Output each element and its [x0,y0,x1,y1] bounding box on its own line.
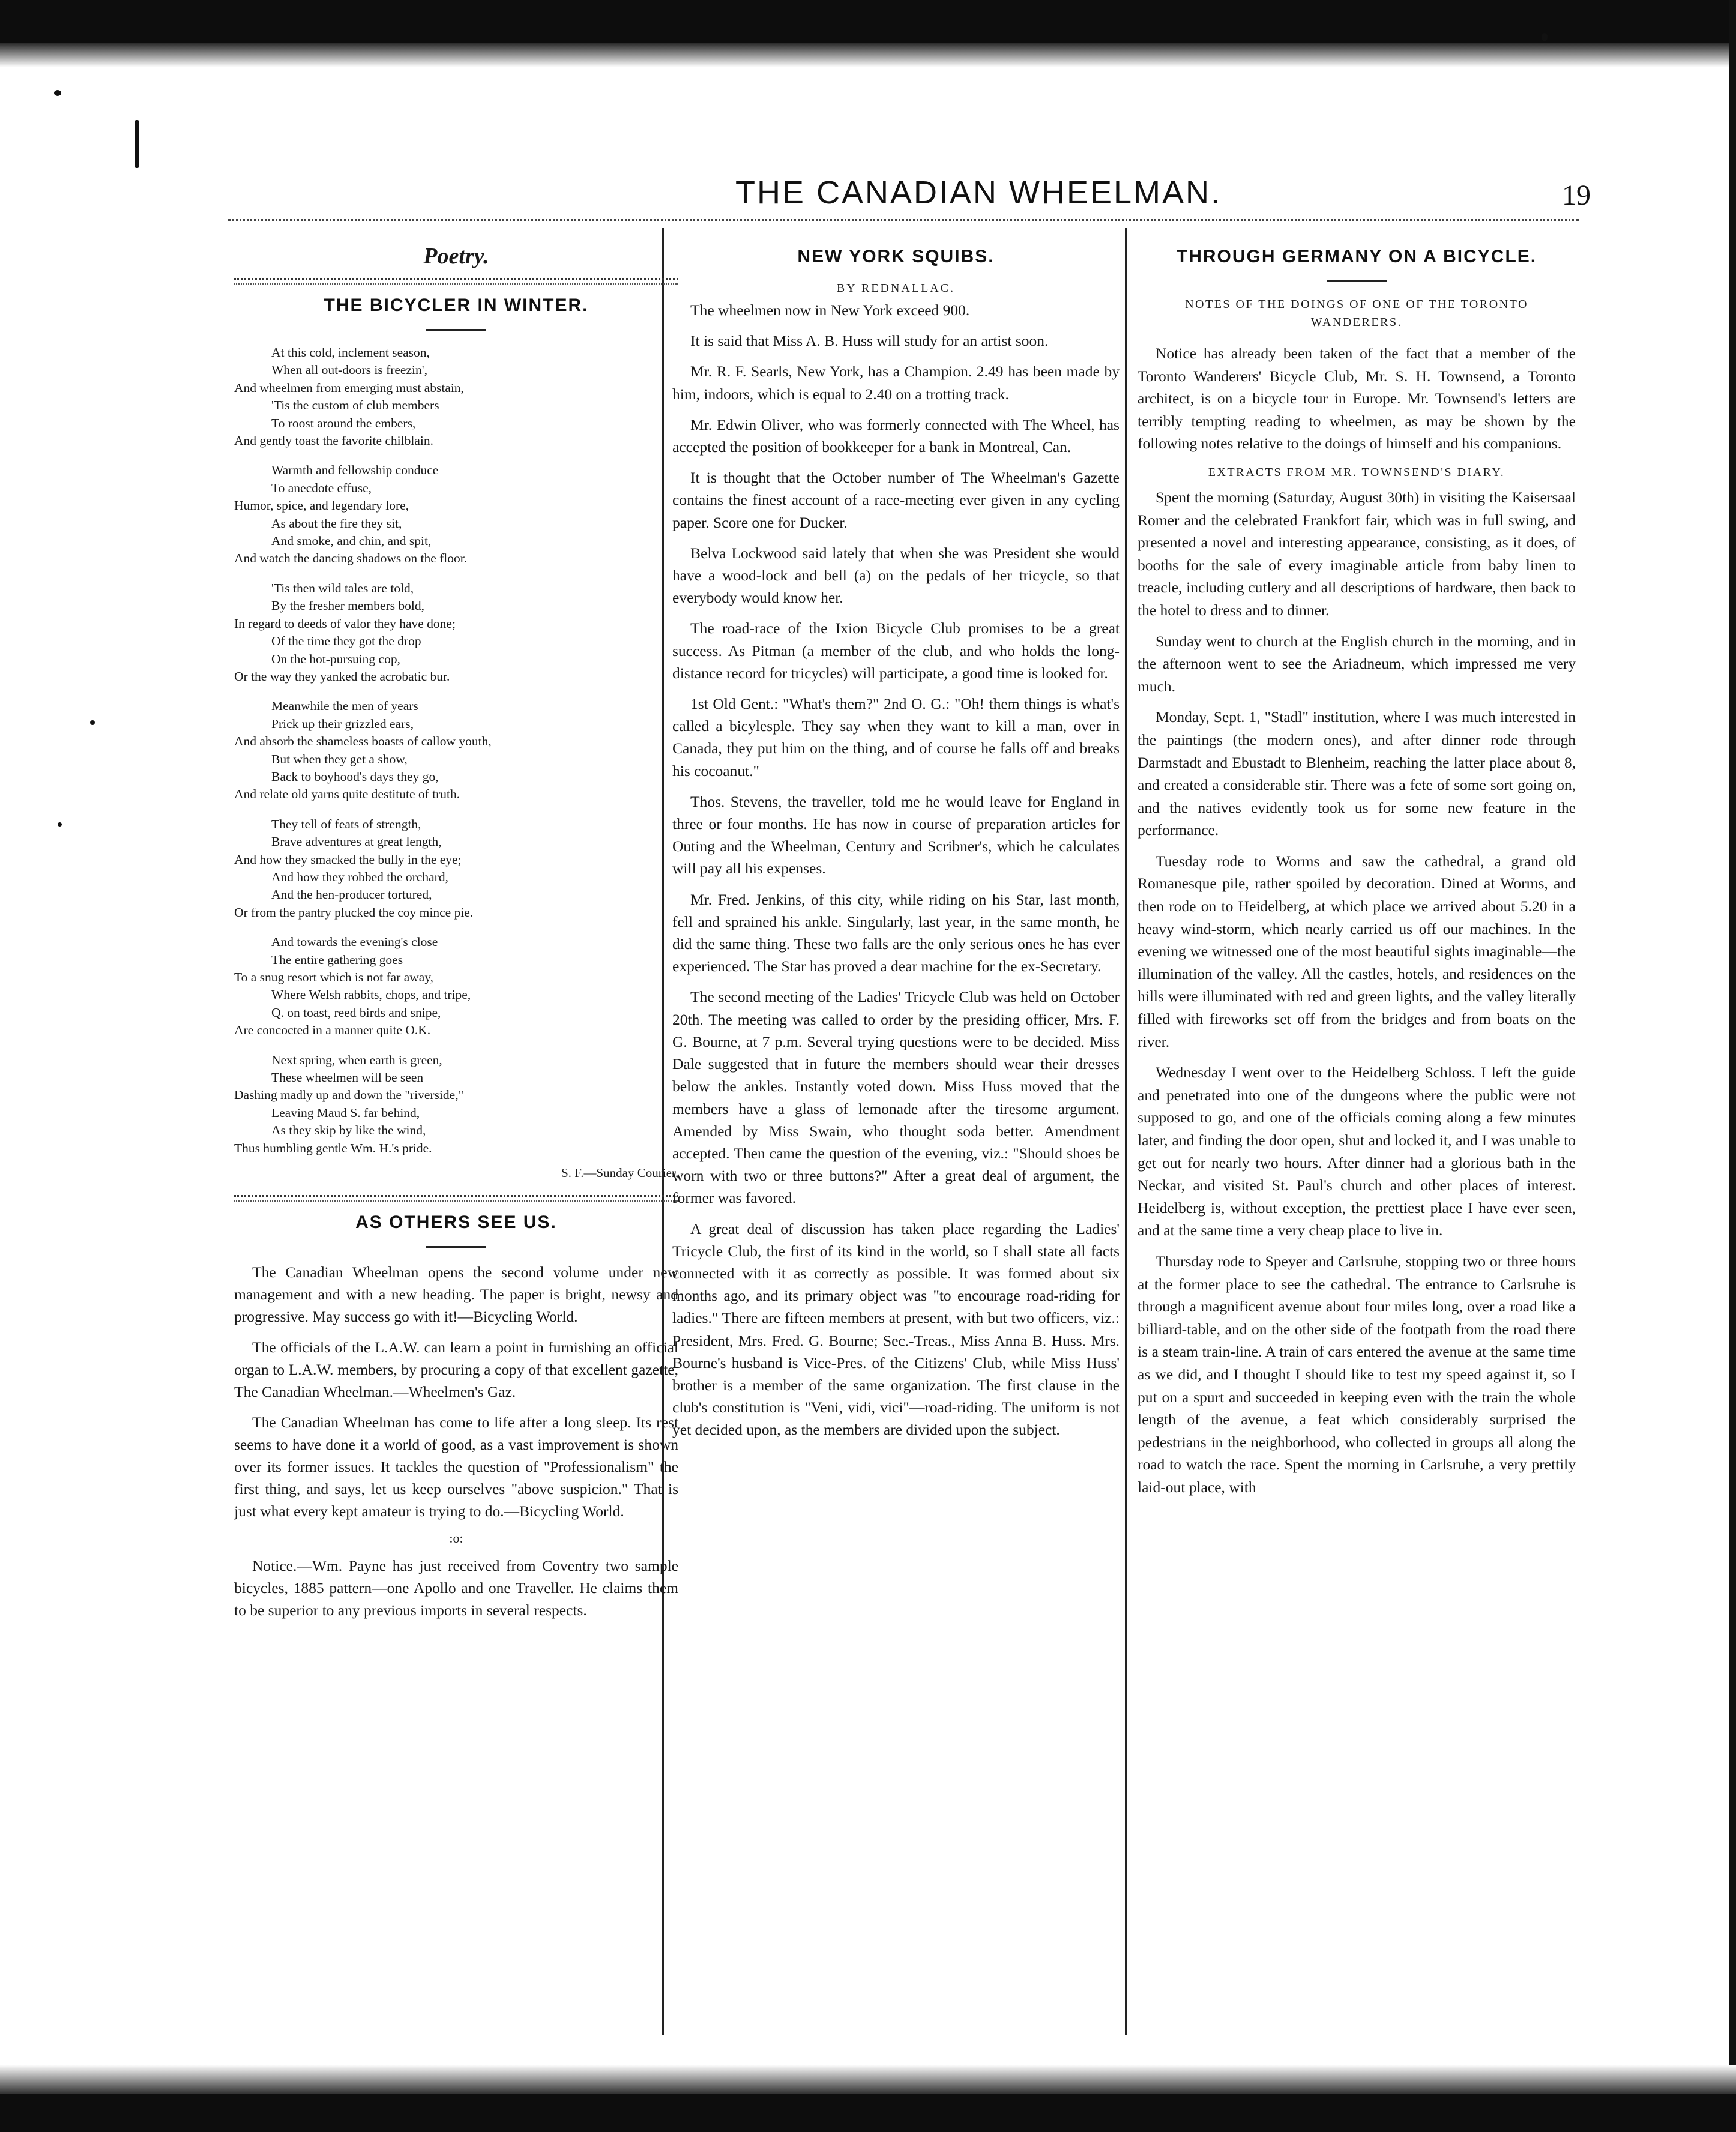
section-divider [234,278,678,285]
poem-line: Are concocted in a manner quite O.K. [234,1023,431,1038]
paragraph: Mr. Edwin Oliver, who was formerly connected with The Wheel, has accepted the position of bookkeeper for a bank in Montreal, Can. [672,415,1120,456]
poem-line: And the hen-producer tortured, [271,887,432,902]
section-title-poetry: Poetry. [423,244,489,269]
paragraph: Notice has already been taken of the fact that a member of the Toronto Wanderers' Bicycle Club, Mr. S. H. Townsend, a Toronto architect, is on a bicycle tour in Europe. Mr. Townsend's letters are terribly tempting reading to wheelmen, as may be shown by the following notes relative to the doings of himself and his companions. [1138,345,1576,453]
diary-heading: EXTRACTS FROM MR. TOWNSEND'S DIARY. [1208,465,1505,479]
title-rule [426,1246,486,1248]
paragraph: The road-race of the Ixion Bicycle Club promises to be a great success. As Pitman (a member of the club, and who holds the long-distance record for tricycles) will participate, a good time is looked for. [672,619,1120,682]
poem-line: When all out-doors is freezin', [271,363,427,378]
poem-line: Next spring, when earth is green, [271,1052,442,1067]
poem-stanza [234,344,678,450]
poem-line: Brave adventures at great length, [271,834,442,849]
paragraph: The Canadian Wheelman has come to life after a long sleep. Its rest seems to have done it a world of good, as a vast improvement is shown over its former issues. It tackles the question of "Professionalism" the first thing, and says, let us keep ourselves "above suspicion." That is just what every kept amateur is trying to do.—Bicycling World. [234,1414,678,1520]
poem-line: And how they robbed the orchard, [271,869,448,884]
ornament-divider: :o: [449,1531,463,1546]
paragraph: Belva Lockwood said lately that when she was President she would have a wood-lock and bell (a) on the pedals of her tricycle, so that everybody would know her. [672,544,1120,607]
poem-line: But when they get a show, [271,751,408,766]
paragraph: 1st Old Gent.: "What's them?" 2nd O. G.: "Oh! them things is what's called a bicylesple. They say when they want to kill a man, over in Canada, they put him on the thing, and of course he falls off and breaks his cocoanut." [672,695,1120,780]
article-body [672,299,1120,1441]
poem-line: And relate old yarns quite destitute of truth. [234,787,460,802]
poem-line: As they skip by like the wind, [271,1123,426,1138]
masthead [228,174,1591,216]
poem-line: And smoke, and chin, and spit, [271,534,432,549]
poem-line: And towards the evening's close [271,935,438,950]
scan-speck [90,720,95,725]
poem-line: To anecdote effuse, [271,480,372,495]
poem-stanza [234,816,678,921]
poem-stanza [234,933,678,1039]
poem-line: And how they smacked the bully in the eye; [234,852,462,867]
poem-line: 'Tis the custom of club members [271,398,439,413]
poem-title: THE BICYCLER IN WINTER. [324,295,589,315]
article-title-germany: THROUGH GERMANY ON A BICYCLE. [1176,247,1537,266]
column-right [1138,237,1576,2023]
paragraph: The officials of the L.A.W. can learn a point in furnishing an official organ to L.A.W. members, by procuring a copy of that excellent gazette, The Canadian Wheelman.—Wheelmen's Gaz. [234,1339,678,1401]
poem-line: Prick up their grizzled ears, [271,716,414,731]
paragraph: Wednesday I went over to the Heidelberg Schloss. I left the guide and penetrated into one of the dungeons where the public were not supposed to go, and one of the officials coming along a few minutes later, and finding the door open, shut and locked it, and I was unable to get out for nearly two hours. After dinner had a glorious bath in the Neckar, and visited St. Paul's church and other places of interest. Heidelberg is, without exception, the prettiest place I have ever seen, and at the same time a very cheap place to live in. [1138,1064,1576,1239]
scan-speck [54,90,61,96]
article-body [1138,486,1576,1499]
column-divider [1125,228,1127,2035]
paragraph: Spent the morning (Saturday, August 30th) in visiting the Kaisersaal Romer and the celebrated Frankfort fair, which was in full swing, and presented a novel and interesting appearance, consisting, as it does, of booths for the sale of every imaginable article from baby linen to treacle, including cutlery and all descriptions of hardware, then back to the hotel to dress and to dinner. [1138,488,1576,619]
paragraph: The second meeting of the Ladies' Tricycle Club was held on October 20th. The meeting was called to order by the presiding officer, Mrs. F. G. Bourne, at 7 p.m. Several trying questions were to be decided. Miss Dale suggested that in future the members should wear their dresses below the ankles. Instantly voted down. Miss Huss moved that the members have a glass of lemonade after the tiresome argument. Amended by Miss Swain, who thought soda better. Amendment accepted. Then came the question of the evening, viz.: "Should shoes be worn with two or three buttons?" After a great deal of argument, the former was favored. [672,988,1120,1207]
poem-stanza [234,580,678,685]
poem-line: 'Tis then wild tales are told, [271,580,414,595]
poem-line: Leaving Maud S. far behind, [271,1105,420,1120]
poem-line: To roost around the embers, [271,415,416,430]
poem-line: They tell of feats of strength, [271,816,421,831]
poem-line: Or from the pantry plucked the coy mince pie. [234,905,474,920]
poem-body [234,344,678,1157]
section-divider [234,1195,678,1202]
poem-stanza [234,462,678,567]
poem-line: As about the fire they sit, [271,516,402,531]
paragraph: Sunday went to church at the English church in the morning, and in the afternoon went to see the Ariadneum, which impressed me very much. [1138,632,1576,695]
paragraph: Tuesday rode to Worms and saw the cathedral, a grand old Romanesque pile, rather spoiled by decoration. Dined at Worms, and then rode on to Heidelberg, at which place we arrived about 5.20 in a heavy wind-storm, which nearly carried us off our machines. In the evening we witnessed one of the most beautiful sights imaginable—the illumination of the valley. All the castles, hotels, and residences on the hills were illuminated with red and green lights, and the valley literally filled with fireworks set off from the bridges and from boats on the river. [1138,852,1576,1050]
paragraph: It is said that Miss A. B. Huss will study for an artist soon. [690,332,1049,350]
article-title-others: AS OTHERS SEE US. [355,1212,557,1233]
column-left [234,237,678,2023]
poem-line: On the hot-pursuing cop, [271,651,400,666]
poem-line: And absorb the shameless boasts of callow youth, [234,734,492,749]
paragraph: The wheelmen now in New York exceed 900. [690,301,970,319]
poem-line: Meanwhile the men of years [271,699,418,714]
scan-border-right [1729,0,1736,2132]
scan-speck [58,822,62,827]
poem-line: These wheelmen will be seen [271,1070,424,1085]
poem-line: To a snug resort which is not far away, [234,970,434,984]
poem-line: The entire gathering goes [271,952,403,967]
poem-line: Thus humbling gentle Wm. H.'s pride. [234,1140,432,1155]
paragraph: Thursday rode to Speyer and Carlsruhe, stopping two or three hours at the former place to see the cathedral. The entrance to Carlsruhe is through a magnificent avenue about four miles long, over a road like a billiard-table, and on the other side of the footpath from the road there is a steam train-line. A train of cars entered the avenue at the same time as we did, and I thought I should like to test my speed against it, so I put on a spurt and succeeded in keeping even with the train the whole length of the avenue, a feat which considerably surprised the pedestrians in the neighborhood, who collected in groups all along the road to watch the race. Spent the morning in Carlsruhe, a very prettily laid-out place, with [1138,1252,1576,1496]
poem-line: Warmth and fellowship conduce [271,463,439,478]
byline: BY REDNALLAC. [836,282,956,295]
poem-line: Q. on toast, reed birds and snipe, [271,1005,441,1020]
page-number: 19 [1562,179,1591,211]
poem-line: Of the time they got the drop [271,634,421,649]
article-title-squibs: NEW YORK SQUIBS. [797,247,995,266]
scan-speck [1542,33,1548,41]
poem-line: Back to boyhood's days they go, [271,769,439,784]
scan-speck [135,120,139,168]
title-rule [1327,280,1387,282]
poem-line: And wheelmen from emerging must abstain, [234,380,464,395]
newspaper-title: THE CANADIAN WHEELMAN. [735,175,1222,211]
paragraph: Mr. R. F. Searls, New York, has a Champion. 2.49 has been made by him, indoors, which is equal to 2.40 on a trotting track. [672,363,1120,403]
paragraph: A great deal of discussion has taken place regarding the Ladies' Tricycle Club, the first of its kind in the world, so I shall state all facts connected with it as correctly as possible. It was formed about six months ago, and its primary object was "to encourage road-riding for ladies." There are fifteen members at present, with but two officers, viz.: President, Mrs. Fred. G. Bourne; Sec.-Treas., Miss Anna B. Huss. Mrs. Bourne's husband is Vice-Pres. of the Citizens' Club, while Miss Huss' brother is a member of the same organization. The first clause in the club's constitution is "Veni, vidi, vici"—road-riding. The uniform is not yet decided upon, as the members are divided upon the subject. [672,1220,1120,1439]
poem-line: And gently toast the favorite chilblain. [234,433,433,448]
poem-signature: S. F.—Sunday Courier. [561,1166,678,1181]
scan-shadow-top [0,43,1736,67]
paragraph: It is thought that the October number of The Wheelman's Gazette contains the finest account of a race-meeting ever given in any cycling paper. Score one for Ducker. [672,469,1120,531]
poem-stanza [234,697,678,803]
poem-line: Where Welsh rabbits, chops, and tripe, [271,987,471,1002]
paragraph: Monday, Sept. 1, "Stadl" institution, where I was much interested in the paintings (the modern ones), and after dinner rode through Darmstadt and Ebustadt to Blenheim, reaching the latter place about 8, and created a considerable stir. There was a fete of some sort going on, and the natives evidently took us for some new feature in the performance. [1138,708,1576,839]
poem-line: By the fresher members bold, [271,598,424,613]
notice-paragraph: Notice.—Wm. Payne has just received from Coventry two sample bicycles, 1885 pattern—one Apollo and one Traveller. He claims them to be superior to any previous imports in several respects. [234,1557,678,1619]
poem-line: Dashing madly up and down the "riverside," [234,1088,464,1103]
paragraph: The Canadian Wheelman opens the second volume under new management and with a new heading. The paper is bright, newsy and progressive. May success go with it!—Bicycling World. [234,1263,678,1326]
paragraph: Thos. Stevens, the traveller, told me he would leave for England in three or four months. He has now in course of preparation articles for Outing and the Wheelman, Century and Scribner's, which he calculates will pay all his expenses. [672,792,1120,878]
scan-border-bottom [0,2094,1736,2132]
article-subtitle: NOTES OF THE DOINGS OF ONE OF THE TORONTO WANDERERS. [1185,298,1528,329]
masthead-rule [228,219,1579,223]
poem-line: Humor, spice, and legendary lore, [234,498,409,513]
poem-line: And watch the dancing shadows on the floor. [234,551,468,566]
paragraph: Mr. Fred. Jenkins, of this city, while riding on his Star, last month, fell and sprained his ankle. Singularly, last year, in the same month, he did the same thing. These two falls are the only serious ones he has ever experienced. The Star has proved a dear machine for the ex-Secretary. [672,890,1120,975]
poem-stanza [234,1052,678,1157]
title-rule [426,329,486,331]
scan-border-top [0,0,1736,43]
scan-shadow-bottom [0,2065,1736,2094]
poem-line: Or the way they yanked the acrobatic bur. [234,669,450,684]
column-middle [672,237,1120,2023]
poem-line: At this cold, inclement season, [271,345,430,360]
poem-line: In regard to deeds of valor they have done; [234,616,456,631]
